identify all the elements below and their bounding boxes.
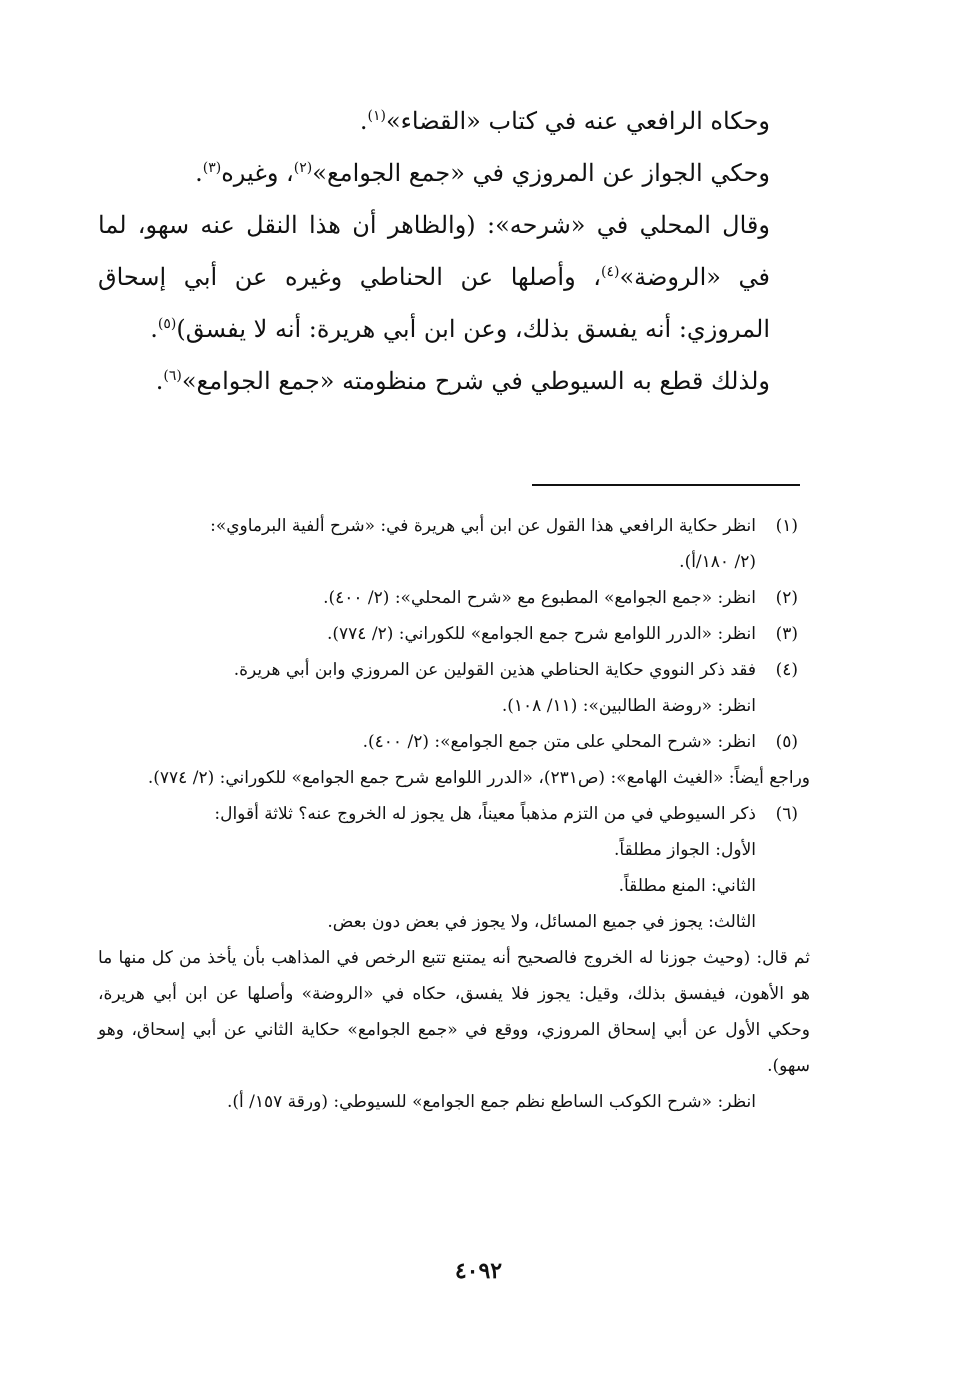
main-text [98,95,810,407]
page-number: ٤٠٩٢ [454,1258,503,1284]
footnote-text: الأول: الجواز مطلقاً. [614,840,756,860]
footnote-number: (٥) [775,732,798,752]
paragraph-1-period: . [359,107,368,135]
paragraph-2 [98,147,810,199]
footnotes [98,508,810,1120]
footnote-text: انظر: «روضة الطالبين»: (١١/ ١٠٨). [501,696,756,716]
paragraph-2-text-a: وحكي الجواز عن المروزي في «جمع الجوامع» [312,159,770,187]
footnote-text: وراجع أيضاً: «الغيث الهامع»: (ص٢٣١)، «الدرر اللوامع شرح جمع الجوامع» للكوراني: (٢/ ٧٧٤). [147,768,810,788]
footnote-ref-3[interactable]: (٣) [202,160,222,176]
footnote-6 [98,796,810,1120]
footnote-text: ذكر السيوطي في من التزم مذهباً معيناً، هل يجوز له الخروج عنه؟ ثلاثة أقوال: [214,804,756,824]
footnote-text: الثالث: يجوز في جميع المسائل، ولا يجوز في بعض دون بعض. [327,912,756,932]
paragraph-2-period: . [195,159,203,187]
paragraph-1 [98,95,810,147]
paragraph-4-text: ولذلك قطع به السيوطي في شرح منظومته «جمع الجوامع» [181,367,770,395]
footnote-text: انظر: «شرح الكوكب الساطع نظم جمع الجوامع» للسيوطي: (ورقة ١٥٧/ أ). [226,1092,756,1112]
footnote-number: (٣) [775,624,798,644]
footnote-3 [98,616,810,652]
footnote-number: (٤) [775,660,798,680]
footnote-ref-4[interactable]: (٤) [601,264,620,280]
footnote-separator [532,484,800,486]
paragraph-3-text-b: ، وأصلها عن الحناطي وغيره عن أبي إسحاق المروزي: أنه يفسق بذلك، وعن ابن أبي هريرة: أنه لا يفسق) [98,263,770,343]
footnote-ref-5[interactable]: (٥) [157,316,177,332]
paragraph-4 [98,355,810,407]
footnote-ref-1[interactable]: (١) [367,108,386,124]
footnote-text: (٢/ ١٨٠/أ). [679,552,756,572]
footnote-2 [98,580,810,616]
paragraph-1-text: وحكاه الرافعي عنه في كتاب «القضاء» [385,107,770,135]
footnote-text: انظر: «شرح المحلي على متن جمع الجوامع»: (٢/ ٤٠٠). [362,732,756,752]
footnote-text: انظر حكاية الرافعي هذا القول عن ابن أبي هريرة في: «شرح ألفية البرماوي»: [210,516,756,536]
paragraph-2-text-b: ، وغيره [221,159,294,187]
footnote-1 [98,508,810,580]
paragraph-3-text-a: وقال المحلي في «شرحه»: (والظاهر أن هذا النقل عنه سهو، لما في «الروضة» [98,211,771,291]
footnote-4 [98,652,810,724]
paragraph-4-period: . [155,367,164,395]
footnote-text: الثاني: المنع مطلقاً. [618,876,756,896]
paragraph-3-period: . [150,315,158,343]
footnote-number: (٢) [775,588,798,608]
footnote-5 [98,724,810,796]
footnote-text: انظر: «الدرر اللوامع شرح جمع الجوامع» للكوراني: (٢/ ٧٧٤). [327,624,756,644]
footnote-text: انظر: «جمع الجوامع» المطبوع مع «شرح المحلي»: (٢/ ٤٠٠). [323,588,756,608]
footnote-number: (١) [775,516,798,536]
footnote-number: (٦) [775,804,798,824]
footnote-text: ثم قال: (وحيث جوزنا له الخروج فالصحيح أنه يمتنع تتبع الرخص في المذاهب بأن يأخذ من كل منها ما هو الأهون، فيفسق بذلك، وقيل: يجوز فلا يفسق، حكاه في «الروضة» وأصلها عن ابن أبي هريرة، وحكي الأول عن أبي إسحاق المروزي، ووقع في «جمع الجوامع» حكاية الثاني عن أبي إسحاق، وهو سهو). [98,948,810,1076]
footnote-text: فقد ذكر النووي حكاية الحناطي هذين القولين عن المروزي وابن أبي هريرة. [233,660,756,680]
footnote-ref-6[interactable]: (٦) [163,368,182,384]
paragraph-3 [98,199,810,355]
footnote-ref-2[interactable]: (٢) [293,160,313,176]
